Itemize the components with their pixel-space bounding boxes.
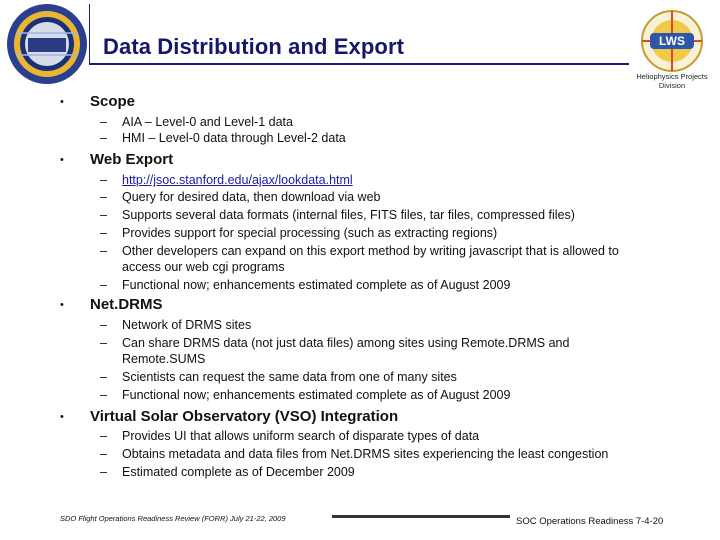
list-dash: –	[100, 115, 107, 129]
list-item: AIA – Level-0 and Level-1 data	[122, 115, 293, 129]
list-dash: –	[100, 318, 107, 332]
page-title: Data Distribution and Export	[103, 34, 405, 59]
section-heading: Scope	[90, 93, 136, 110]
list-dash: –	[100, 336, 107, 350]
list-dash: –	[100, 370, 107, 384]
list-dash: –	[100, 429, 107, 443]
section-bullet: •	[60, 154, 64, 166]
list-item: Can share DRMS data (not just data files) among sites using Remote.DRMS and	[122, 336, 570, 350]
list-item: Obtains metadata and data files from Net.DRMS sites experiencing the least congestion	[122, 447, 609, 461]
list-item: HMI – Level-0 data through Level-2 data	[122, 131, 346, 145]
division-label: Heliophysics Projects Division	[636, 72, 708, 90]
section-bullet: •	[60, 299, 64, 311]
lookdata-link[interactable]: http://jsoc.stanford.edu/ajax/lookdata.html	[122, 173, 353, 187]
list-dash: –	[100, 388, 107, 402]
list-item: Functional now; enhancements estimated complete as of August 2009	[122, 278, 511, 292]
section-bullet: •	[60, 411, 64, 423]
header-vertical-rule	[89, 4, 90, 64]
header-horizontal-rule	[89, 63, 629, 65]
list-item: Provides support for special processing (such as extracting regions)	[122, 226, 498, 240]
solar-dynamics-observatory-logo	[6, 3, 88, 85]
list-dash: –	[100, 465, 107, 479]
list-dash: –	[100, 173, 107, 187]
list-item: Network of DRMS sites	[122, 318, 252, 332]
section-heading: Virtual Solar Observatory (VSO) Integration	[90, 408, 399, 425]
list-dash: –	[100, 447, 107, 461]
list-item: Provides UI that allows uniform search of disparate types of data	[122, 429, 480, 443]
list-item: Supports several data formats (internal files, FITS files, tar files, compressed files)	[122, 208, 575, 222]
list-item: Query for desired data, then download via web	[122, 190, 381, 204]
footer-right: SOC Operations Readiness 7-4-20	[516, 516, 664, 527]
svg-text:LWS: LWS	[659, 34, 685, 48]
section-bullet: •	[60, 96, 64, 108]
list-item: Estimated complete as of December 2009	[122, 465, 355, 479]
list-dash: –	[100, 208, 107, 222]
section-heading: Web Export	[90, 151, 174, 168]
list-dash: –	[100, 131, 107, 145]
list-item: Scientists can request the same data from one of many sites	[122, 370, 457, 384]
list-dash: –	[100, 278, 107, 292]
footer-divider	[332, 515, 510, 518]
list-dash: –	[100, 190, 107, 204]
list-item-continuation: access our web cgi programs	[122, 260, 285, 274]
list-dash: –	[100, 226, 107, 240]
list-item: Functional now; enhancements estimated complete as of August 2009	[122, 388, 511, 402]
footer-left: SDO Flight Operations Readiness Review (FORR) July 21-22, 2009	[60, 514, 286, 523]
section-heading: Net.DRMS	[90, 296, 163, 313]
list-item-continuation: Remote.SUMS	[122, 352, 206, 366]
list-dash: –	[100, 244, 107, 258]
list-item: Other developers can expand on this export method by writing javascript that is allowed to	[122, 244, 619, 258]
